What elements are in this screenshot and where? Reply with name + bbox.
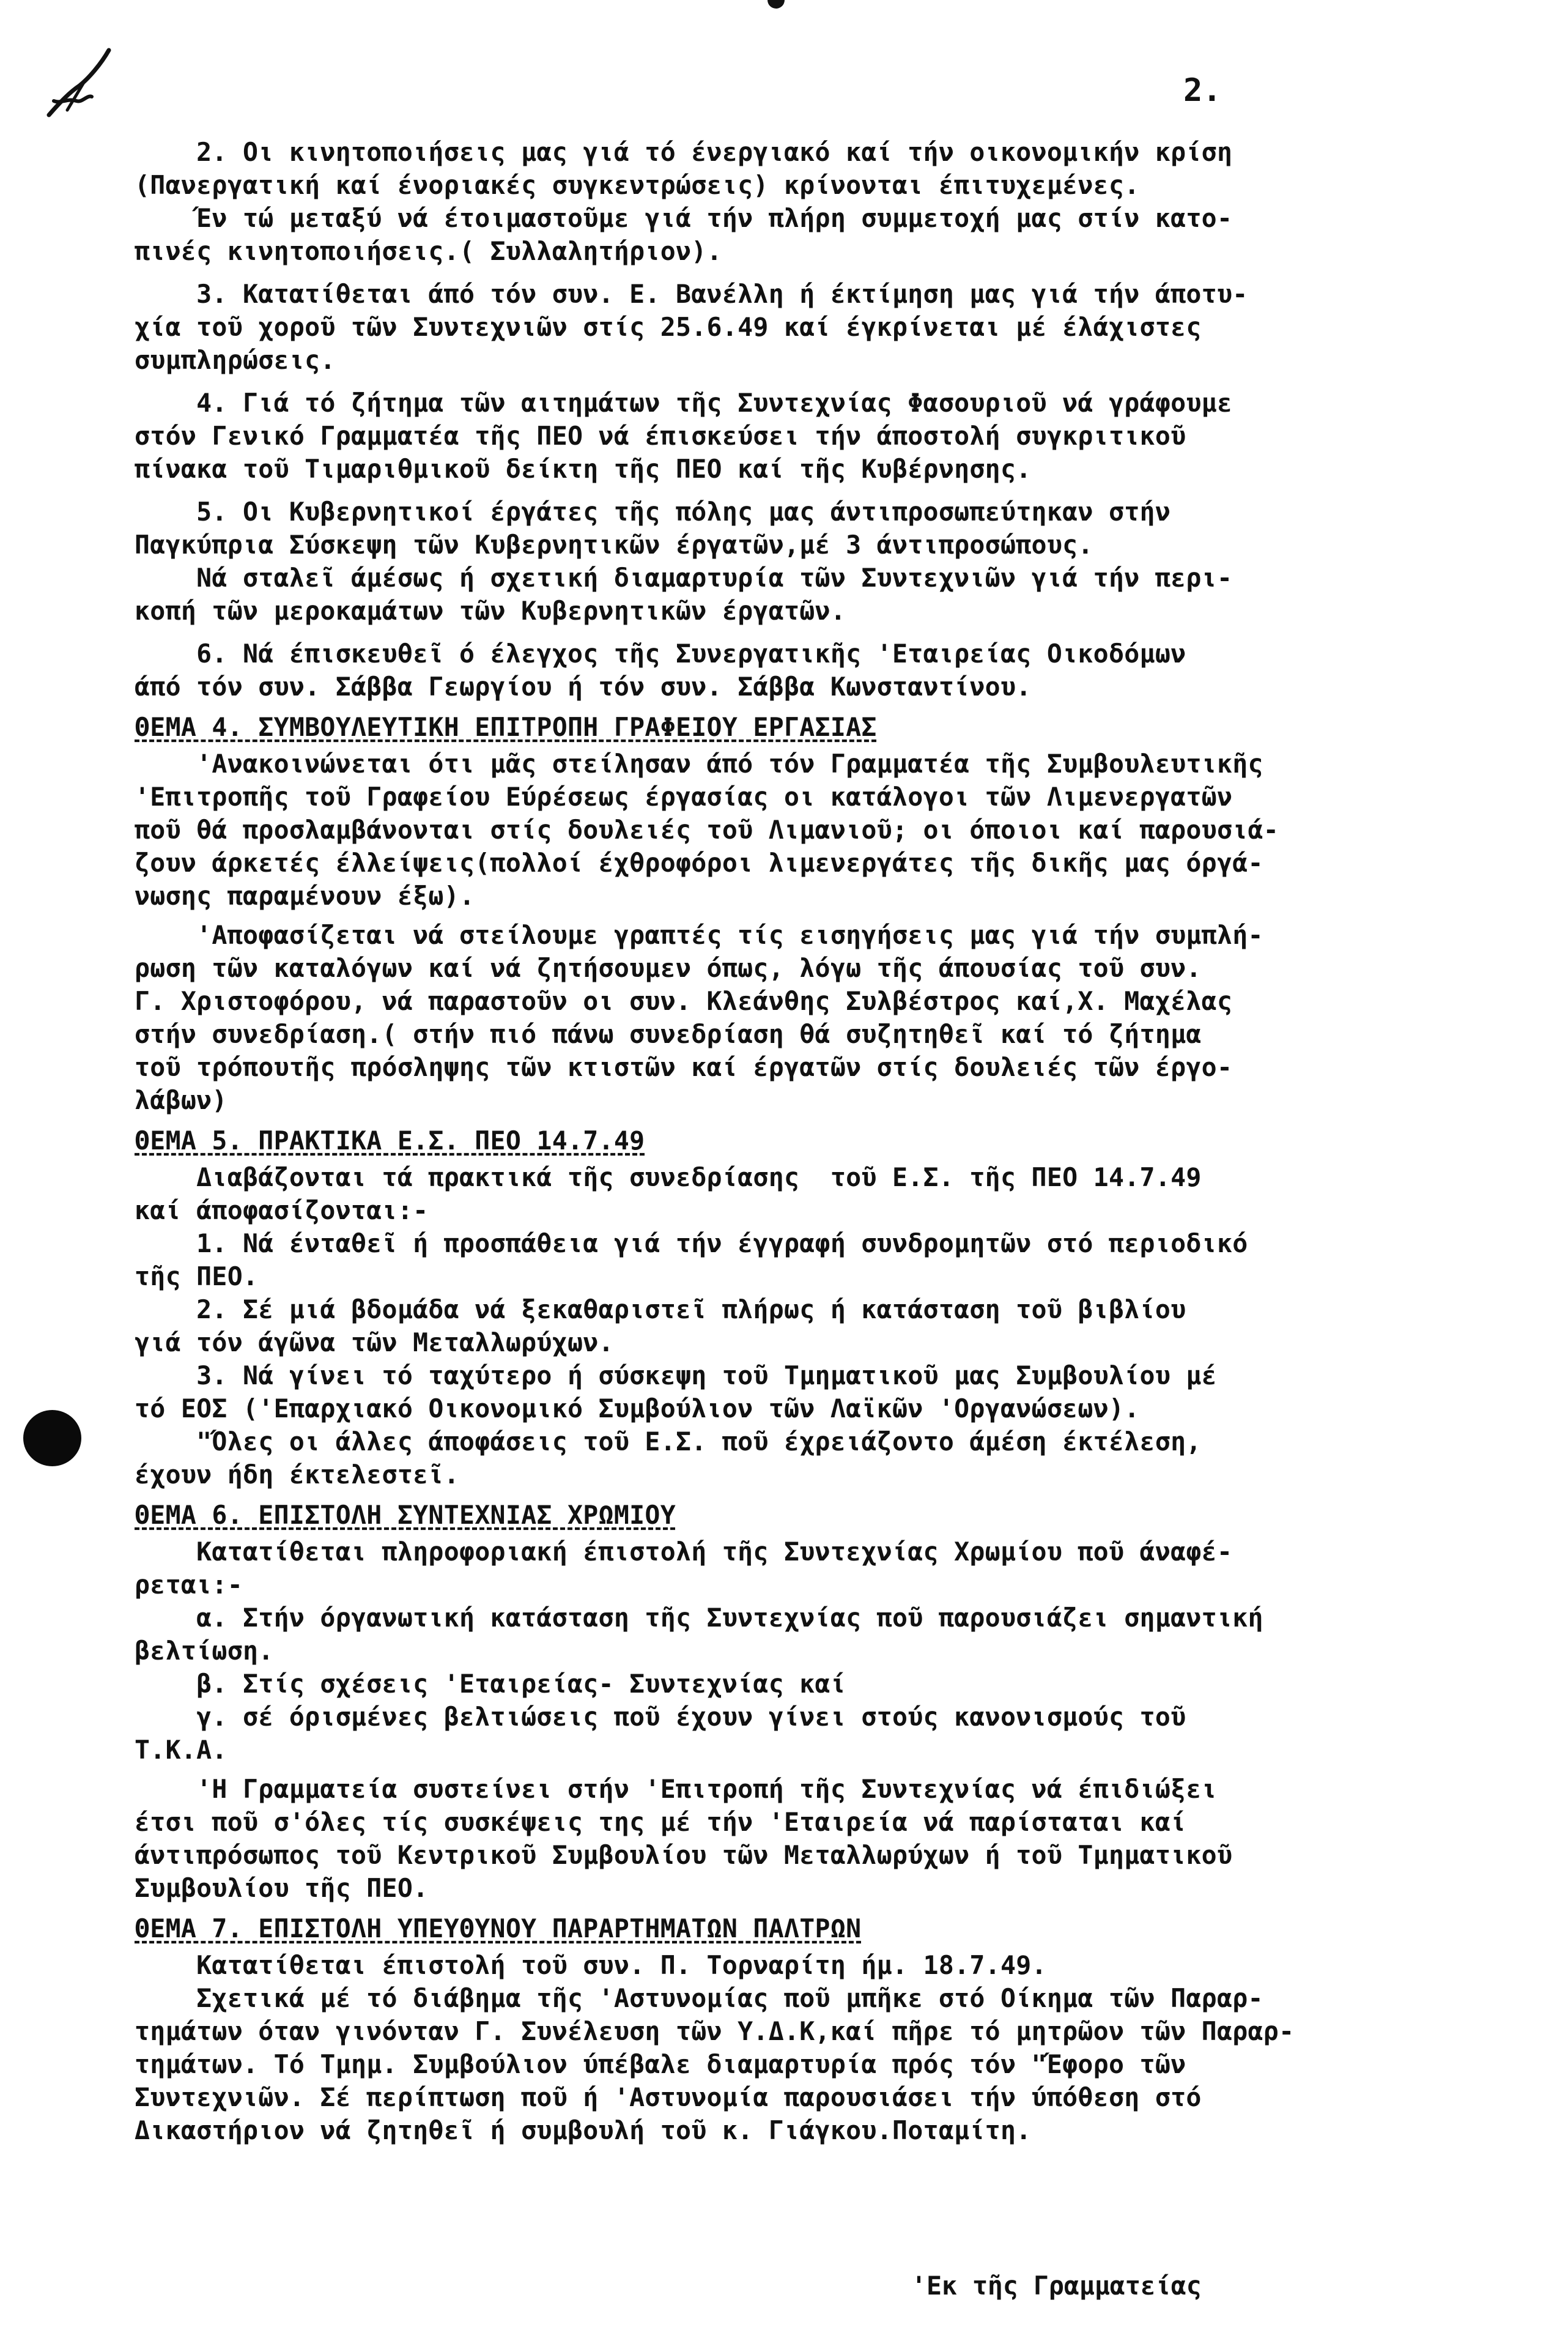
theme-4-paragraph: 'Ανακοινώνεται ότι μᾶς στείλησαν άπό τόν Γραμματέα τῆς Συμβουλευτικῆς 'Επιτροπῆς τοῦ Γραφείου Εύρέσεως έργασίας οι κατάλογοι τῶν Λιμενεργατῶν ποῦ θά προσλαμβάνονται στίς δουλειές τοῦ Λιμανιοῦ; οι όποιοι καί παρουσιά- ζουν άρκετές έλλείψεις(πολλοί έχθροφόροι λιμενεργάτες τῆς δικῆς μας όργά- νωσης παραμένουν έξω). [135, 749, 1279, 911]
theme-7-heading: ΘΕΜΑ 7. ΕΠΙΣΤΟΛΗ ΥΠΕΥΘΥΝΟΥ ΠΑΡΑΡΤΗΜΑΤΩΝ ΠΑΛΤΡΩΝ [135, 1913, 862, 1943]
item-4-paragraph: 4. Γιά τό ζήτημα τῶν αιτημάτων τῆς Συντεχνίας Φασουριοῦ νά γράφουμε στόν Γενικό Γραμματέα τῆς ΠΕΟ νά έπισκεύσει τήν άποστολή συγκριτικοῦ πίνακα τοῦ Τιμαριθμικοῦ δείκτη τῆς ΠΕΟ καί τῆς Κυβέρνησης. [135, 388, 1233, 484]
signature-line: 'Εκ τῆς Γραμματείας [911, 2271, 1202, 2301]
item-6-paragraph: 6. Νά έπισκευθεῖ ό έλεγχος τῆς Συνεργατικῆς 'Εταιρείας Οικοδόμων άπό τόν συν. Σάββα Γεωργίου ή τόν συν. Σάββα Κωνσταντίνου. [135, 639, 1186, 702]
document-body [135, 136, 1514, 2153]
theme-5-heading: ΘΕΜΑ 5. ΠΡΑΚΤΙΚΑ Ε.Σ. ΠΕΟ 14.7.49 [135, 1126, 645, 1156]
item-5-paragraph: 5. Οι Κυβερνητικοί έργάτες τῆς πόλης μας άντιπροσωπεύτηκαν στήν Παγκύπρια Σύσκεψη τῶν Κυβερνητικῶν έργατῶν,μέ 3 άντιπροσώπους. Νά σταλεῖ άμέσως ή σχετική διαμαρτυρία τῶν Συντεχνιῶν γιά τήν περι- κοπή τῶν μεροκαμάτων τῶν Κυβερνητικῶν έργατῶν. [135, 497, 1233, 626]
theme-4-paragraph: 'Αποφασίζεται νά στείλουμε γραπτές τίς εισηγήσεις μας γιά τήν συμπλή- ρωση τῶν καταλόγων καί νά ζητήσουμεν όπως, λόγω τῆς άπουσίας τοῦ συν. Γ. Χριστοφόρου, νά παραστοῦν οι συν. Κλεάνθης Συλβέστρος καί,Χ. Μαχέλας στήν συνεδρίαση.( στήν πιό πάνω συνεδρίαση θά συζητηθεῖ καί τό ζήτημα τοῦ τρόπουτῆς πρόσληψης τῶν κτιστῶν καί έργατῶν στίς δουλειές τῶν έργο- λάβων) [135, 920, 1263, 1115]
theme-4-heading: ΘΕΜΑ 4. ΣΥΜΒΟΥΛΕΥΤΙΚΗ ΕΠΙΤΡΟΠΗ ΓΡΑΦΕΙΟΥ ΕΡΓΑΣΙΑΣ [135, 712, 877, 742]
theme-6-heading: ΘΕΜΑ 6. ΕΠΙΣΤΟΛΗ ΣΥΝΤΕΧΝΙΑΣ ΧΡΩΜΙΟΥ [135, 1500, 676, 1530]
item-3-paragraph: 3. Κατατίθεται άπό τόν συν. Ε. Βανέλλη ή έκτίμηση μας γιά τήν άποτυ- χία τοῦ χοροῦ τῶν Συντεχνιῶν στίς 25.6.49 καί έγκρίνεται μέ έλάχιστες συμπληρώσεις. [135, 279, 1248, 375]
item-2-paragraph: 2. Οι κινητοποιήσεις μας γιά τό ένεργιακό καί τήν οικονομικήν κρίση (Πανεργατική καί ένοριακές συγκεντρώσεις) κρίνονται έπιτυχεμένες. Έν τώ μεταξύ νά έτοιμαστοῦμε γιά τήν πλήρη συμμετοχή μας στίν κατο- πινές κινητοποιήσεις.( Συλλαλητήριον). [135, 137, 1233, 266]
theme-6-paragraph: 'Η Γραμματεία συστείνει στήν 'Επιτροπή τῆς Συντεχνίας νά έπιδιώξει έτσι ποῦ σ'όλες τίς συσκέψεις της μέ τήν 'Εταιρεία νά παρίσταται καί άντιπρόσωπος τοῦ Κεντρικοῦ Συμβουλίου τῶν Μεταλλωρύχων ή τοῦ Τμηματικοῦ Συμβουλίου τῆς ΠΕΟ. [135, 1774, 1233, 1903]
theme-7-paragraph: Κατατίθεται έπιστολή τοῦ συν. Π. Τορναρίτη ήμ. 18.7.49. Σχετικά μέ τό διάβημα τῆς 'Αστυνομίας ποῦ μπῆκε στό Οίκημα τῶν Παραρ- τημάτων όταν γινόνταν Γ. Συνέλευση τῶν Υ.Δ.Κ,καί πῆρε τό μητρῶον τῶν Παραρ- τημάτων. Τό Τμημ. Συμβούλιον ύπέβαλε διαμαρτυρία πρός τόν "Έφορο τῶν Συντεχνιῶν. Σέ περίπτωση ποῦ ή 'Αστυνομία παρουσιάσει τήν ύπόθεση στό Δικαστήριον νά ζητηθεῖ ή συμβουλή τοῦ κ. Γιάγκου.Ποταμίτη. [135, 1950, 1295, 2145]
theme-5-paragraph: Διαβάζονται τά πρακτικά τῆς συνεδρίασης τοῦ Ε.Σ. τῆς ΠΕΟ 14.7.49 καί άποφασίζονται:- 1. Νά ένταθεῖ ή προσπάθεια γιά τήν έγγραφή συνδρομητῶν στό περιοδικό τῆς ΠΕΟ. 2. Σέ μιά βδομάδα νά ξεκαθαριστεῖ πλήρως ή κατάσταση τοῦ βιβλίου γιά τόν άγῶνα τῶν Μεταλλωρύχων. 3. Νά γίνει τό ταχύτερο ή σύσκεψη τοῦ Τμηματικοῦ μας Συμβουλίου μέ τό ΕΟΣ ('Επαρχιακό Οικονομικό Συμβούλιον τῶν Λαϊκῶν 'Οργανώσεων). "Όλες οι άλλες άποφάσεις τοῦ Ε.Σ. ποῦ έχρειάζοντο άμέση έκτέλεση, έχουν ήδη έκτελεστεῖ. [135, 1162, 1248, 1490]
punch-mark [767, 0, 785, 9]
ink-blot [23, 1410, 81, 1466]
handwritten-mark-icon [43, 43, 116, 122]
theme-6-paragraph: Κατατίθεται πληροφοριακή έπιστολή τῆς Συντεχνίας Χρωμίου ποῦ άναφέ- ρεται:- α. Στήν όργανωτική κατάσταση τῆς Συντεχνίας ποῦ παρουσιάζει σημαντική βελτίωση. β. Στίς σχέσεις 'Εταιρείας- Συντεχνίας καί γ. σέ όρισμένες βελτιώσεις ποῦ έχουν γίνει στούς κανονισμούς τοῦ Τ.Κ.Α. [135, 1537, 1263, 1765]
page-number: 2. [1183, 72, 1222, 109]
